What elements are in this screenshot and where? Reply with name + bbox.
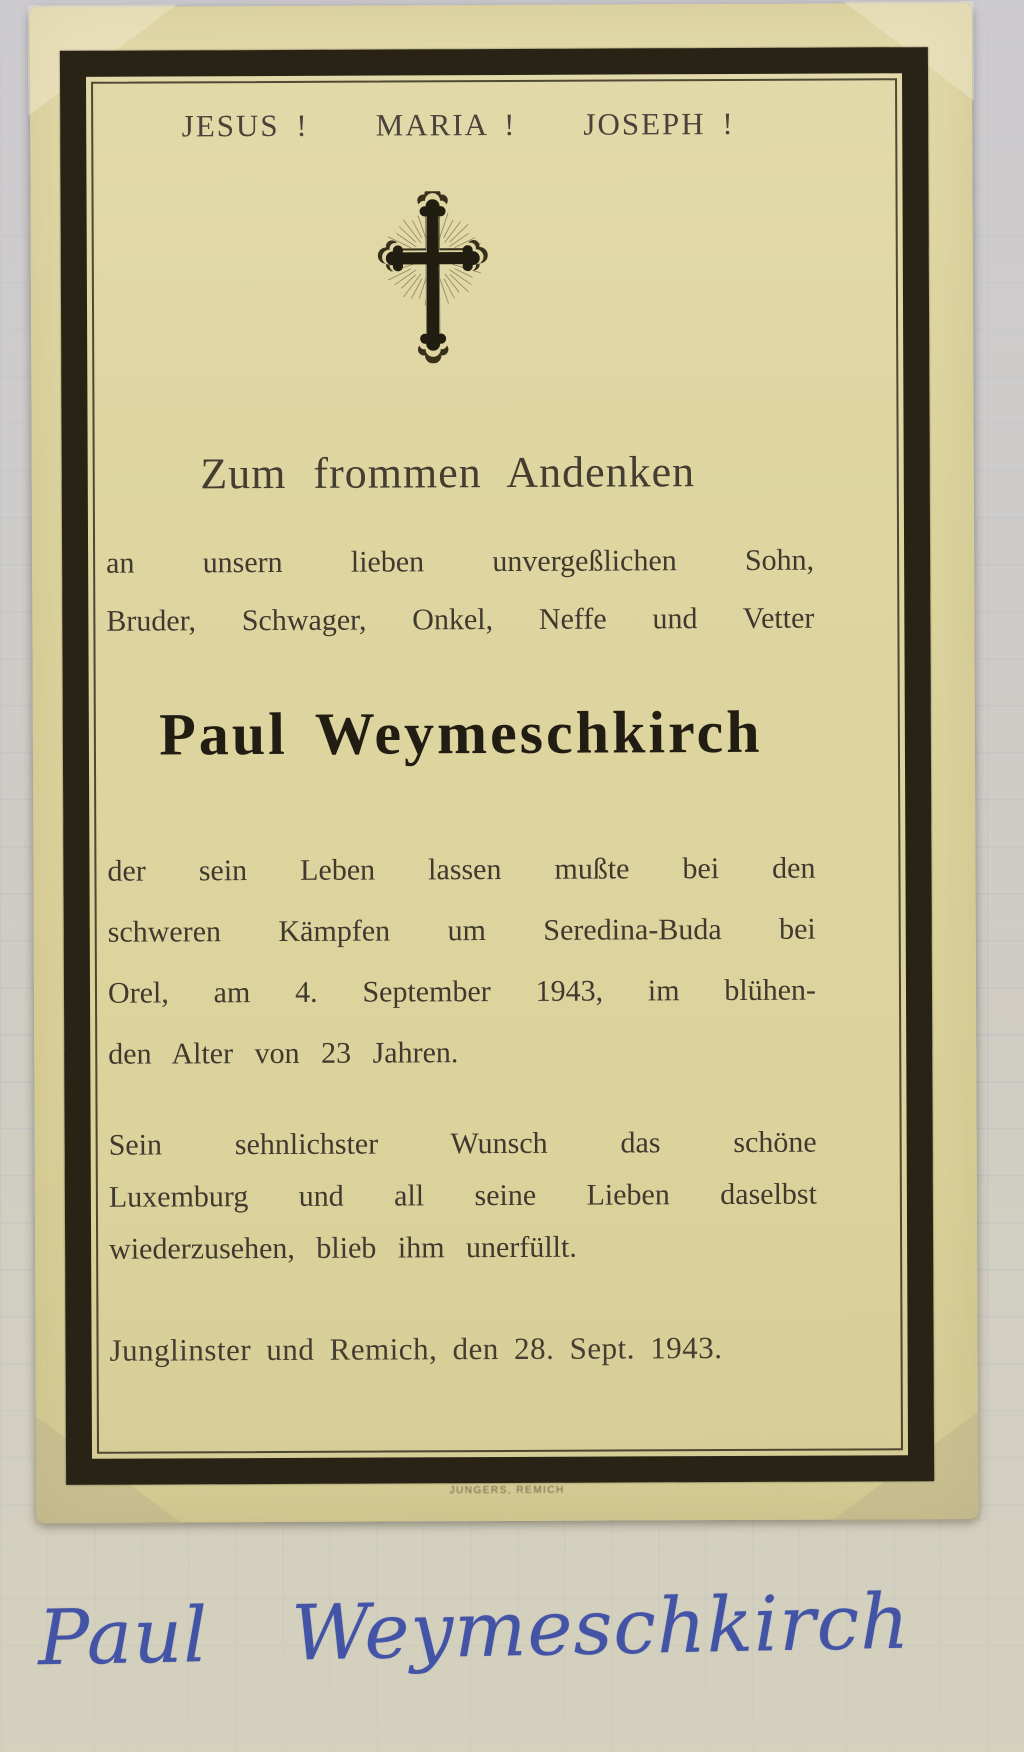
dateline: Junglinster und Remich, den 28. Sept. 1943. bbox=[109, 1330, 723, 1368]
invocation-text: JESUS ! MARIA ! JOSEPH ! bbox=[181, 105, 735, 144]
obituary-line: Orel, am 4. September 1943, im blühen- bbox=[107, 973, 817, 1010]
printer-imprint: JUNGERS, REMICH bbox=[449, 1484, 565, 1497]
deceased-name: Paul Weymeschkirch bbox=[158, 698, 763, 768]
wish-line: Luxemburg und all seine Lieben daselbst bbox=[108, 1177, 817, 1214]
wish-line: Sein sehnlichster Wunsch das schöne bbox=[108, 1125, 817, 1162]
dedication-paragraph bbox=[106, 544, 814, 663]
memorial-card bbox=[30, 3, 979, 1523]
dedication-line: Bruder, Schwager, Onkel, Neffe und Vetter bbox=[106, 601, 815, 638]
cross-icon bbox=[79, 190, 788, 370]
dedication-line: an unsern lieben unvergeßlichen Sohn, bbox=[106, 543, 815, 580]
obituary-line: schweren Kämpfen um Seredina-Buda bei bbox=[107, 912, 816, 949]
card-content bbox=[104, 4, 819, 1523]
obituary-paragraph bbox=[107, 852, 816, 1099]
wish-line: wiederzusehen, blieb ihm unerfüllt. bbox=[109, 1230, 577, 1266]
handwritten-name: Paul Weymeschkirch bbox=[37, 1576, 911, 1683]
memorial-heading: Zum frommen Andenken bbox=[200, 447, 696, 499]
wish-paragraph bbox=[109, 1126, 818, 1285]
obituary-line: den Alter von 23 Jahren. bbox=[108, 1036, 459, 1071]
obituary-line: der sein Leben lassen mußte bei den bbox=[107, 851, 816, 888]
